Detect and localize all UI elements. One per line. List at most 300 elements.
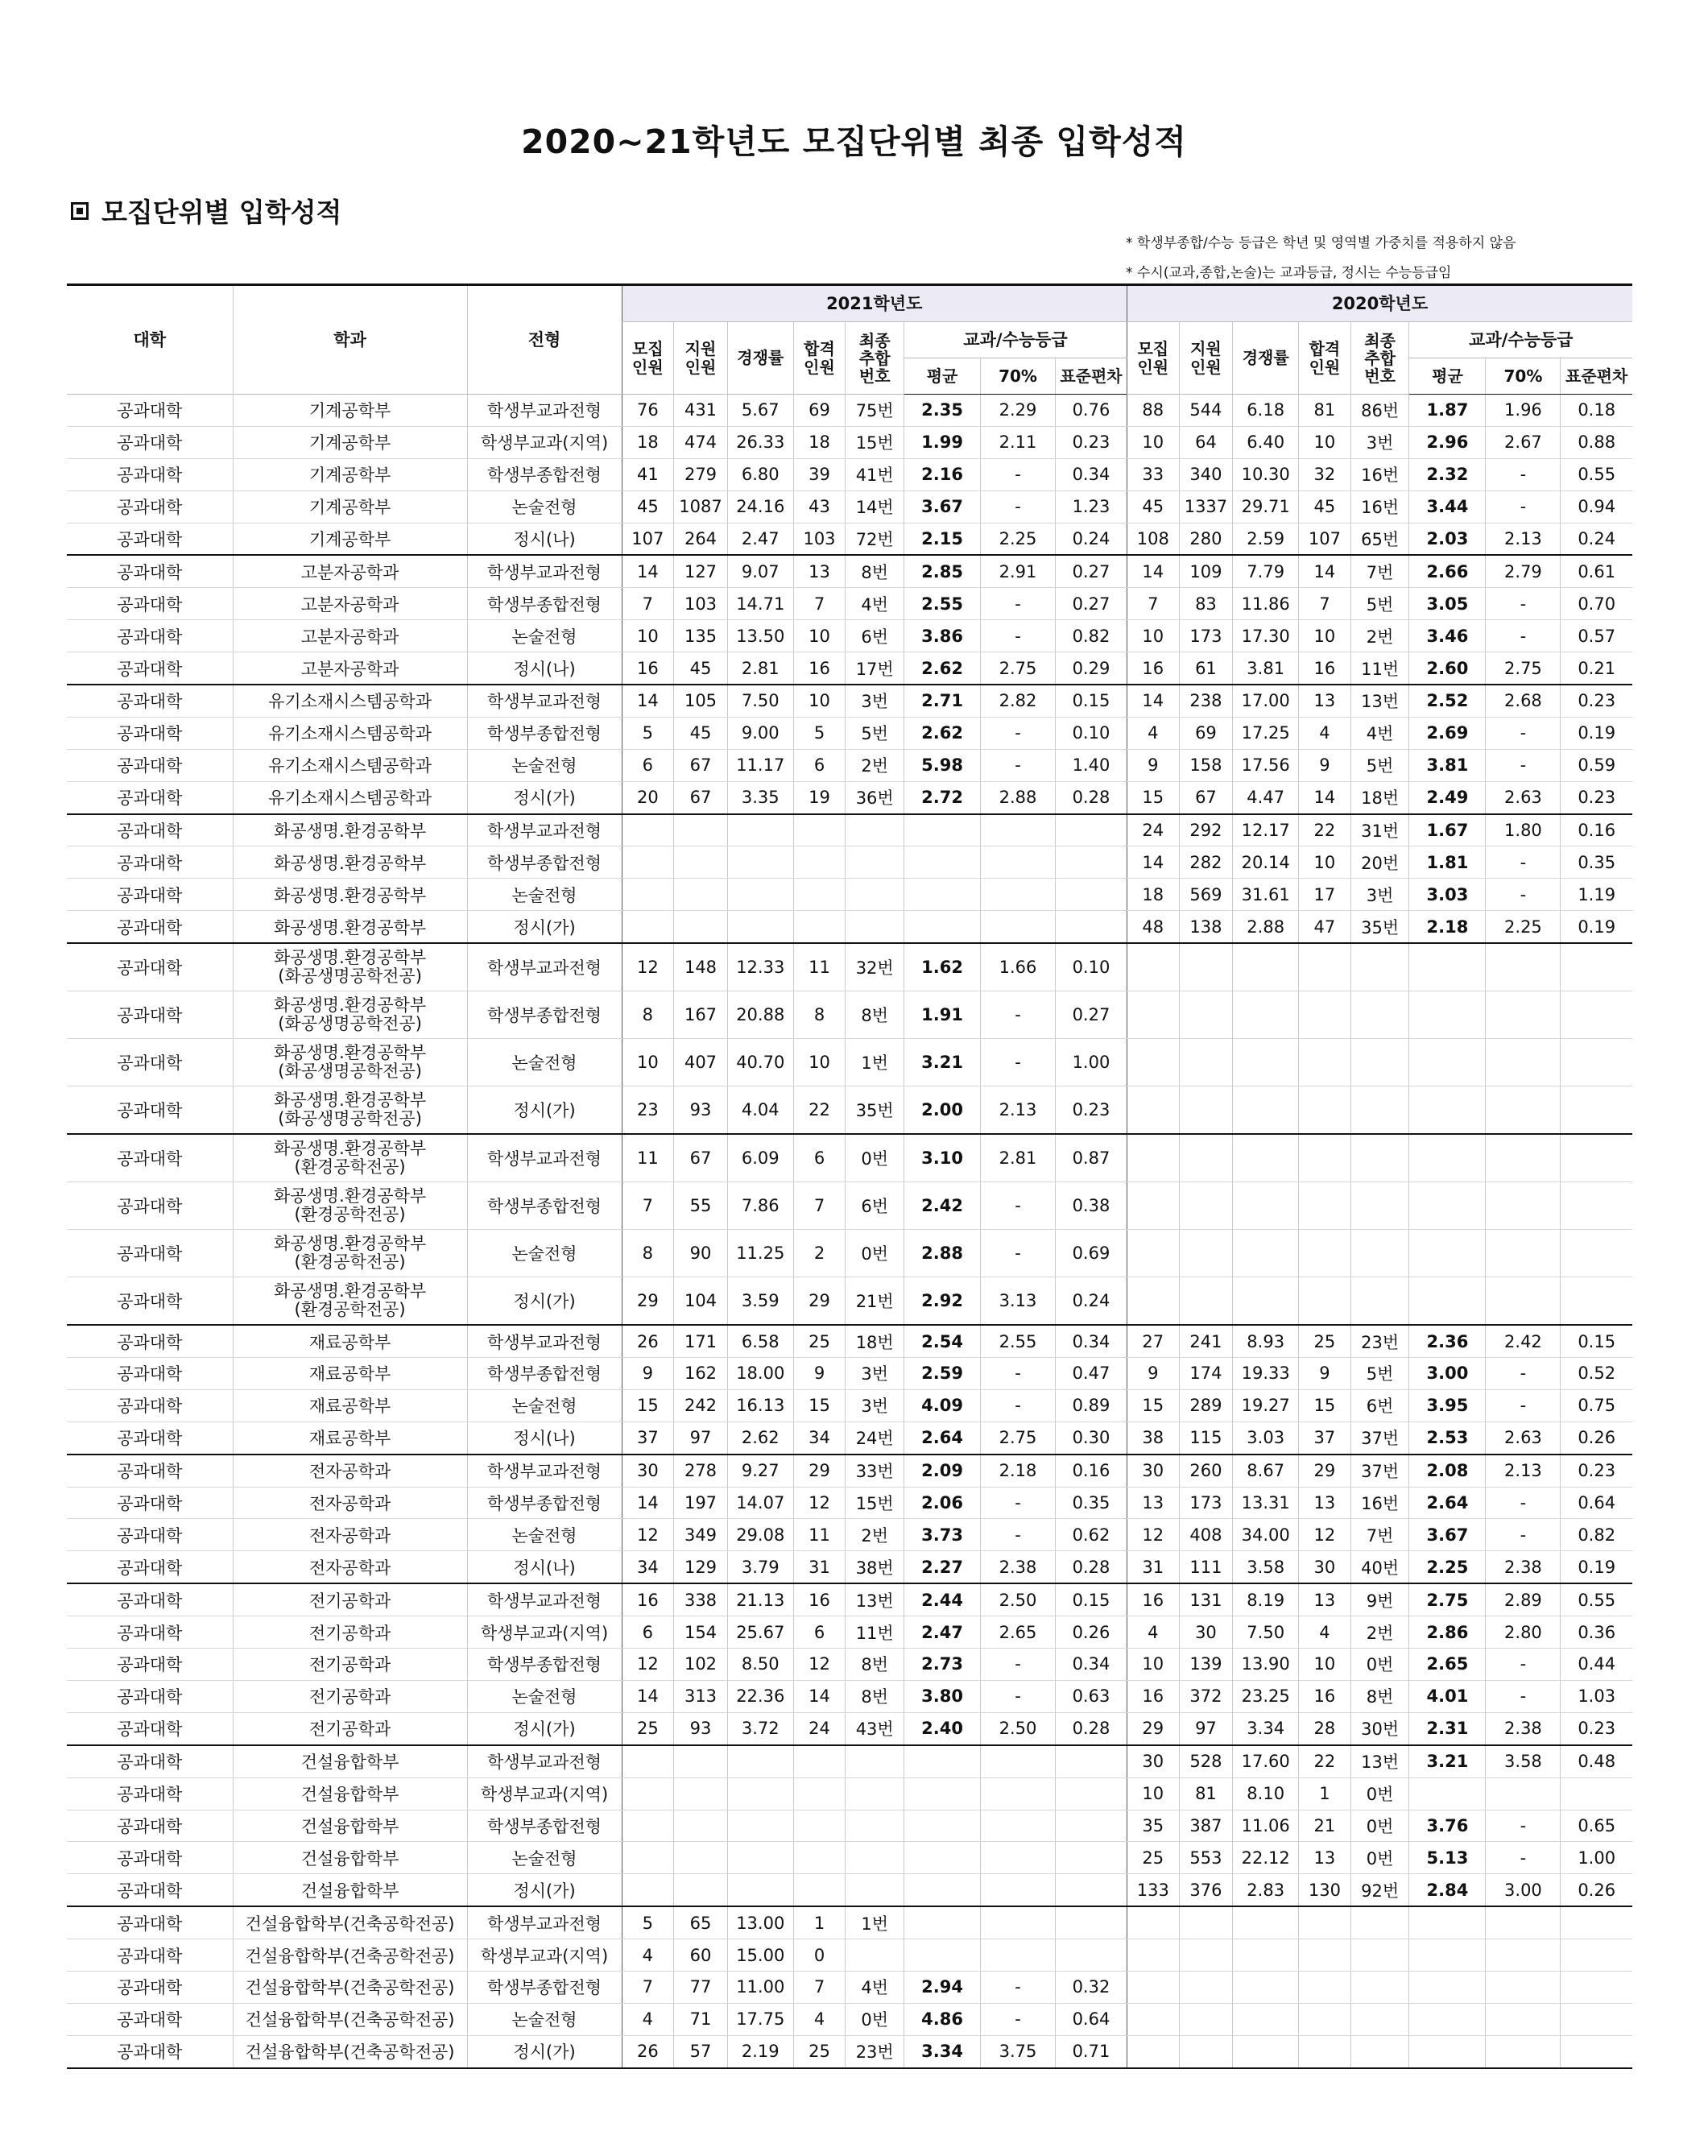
cell-final-rank-2020 (1350, 1971, 1409, 2003)
cell-passed-2020 (1299, 1277, 1351, 1326)
cell-passed-2020 (1299, 1906, 1351, 1939)
cell-quota-2020 (1127, 1039, 1179, 1086)
cell-ratio-2020: 19.27 (1233, 1389, 1299, 1421)
cell-final-rank-2020: 0번 (1350, 1777, 1409, 1810)
cell-p70-2021: - (981, 1039, 1056, 1086)
cell-college: 공과대학 (67, 1455, 233, 1487)
cell-std-2021: 0.28 (1055, 1712, 1127, 1744)
cell-quota-2021: 8 (622, 1230, 674, 1277)
cell-final-rank-2021: 0번 (846, 1230, 904, 1277)
cell-type: 학생부종합전형 (467, 588, 622, 620)
cell-college: 공과대학 (67, 1810, 233, 1842)
cell-dept: 건설융합학부(건축공학전공) (233, 1906, 467, 1939)
cell-applicants-2020 (1179, 991, 1233, 1039)
cell-ratio-2020: 29.71 (1233, 490, 1299, 523)
cell-avg-2020: 2.65 (1409, 1649, 1486, 1681)
cell-applicants-2021: 102 (674, 1649, 728, 1681)
cell-quota-2021: 76 (622, 395, 674, 427)
page-title: 2020~21학년도 모집단위별 최종 입학성적 (521, 122, 1187, 161)
cell-ratio-2020: 4.47 (1233, 781, 1299, 813)
cell-final-rank-2020: 8번 (1350, 1680, 1409, 1712)
cell-std-2021: 0.27 (1055, 555, 1127, 587)
cell-applicants-2020: 569 (1179, 879, 1233, 911)
cell-applicants-2020 (1179, 1182, 1233, 1230)
cell-std-2020 (1561, 943, 1632, 991)
cell-passed-2020: 4 (1299, 717, 1351, 749)
cell-avg-2020: 2.08 (1409, 1455, 1486, 1487)
cell-dept: 전기공학과 (233, 1712, 467, 1744)
cell-quota-2021: 6 (622, 749, 674, 781)
cell-ratio-2021: 22.36 (727, 1680, 793, 1712)
cell-std-2021: 0.34 (1055, 458, 1127, 490)
cell-quota-2021: 15 (622, 1389, 674, 1421)
cell-quota-2021: 4 (622, 1939, 674, 1972)
cell-final-rank-2020: 3번 (1350, 426, 1409, 458)
cell-type: 학생부교과전형 (467, 395, 622, 427)
table-row (67, 911, 1632, 943)
cell-p70-2021 (981, 1939, 1056, 1972)
cell-dept: 재료공학부 (233, 1421, 467, 1454)
cell-ratio-2020: 11.86 (1233, 588, 1299, 620)
cell-ratio-2020 (1233, 1039, 1299, 1086)
cell-college: 공과대학 (67, 1583, 233, 1616)
cell-p70-2021: - (981, 1230, 1056, 1277)
cell-type: 학생부종합전형 (467, 1649, 622, 1681)
cell-std-2020: 0.75 (1561, 1389, 1632, 1421)
cell-final-rank-2021: 8번 (846, 991, 904, 1039)
cell-avg-2021: 2.71 (904, 685, 981, 717)
cell-final-rank-2020: 5번 (1350, 749, 1409, 781)
cell-quota-2021 (622, 1777, 674, 1810)
cell-passed-2021 (793, 1842, 846, 1874)
cell-passed-2021: 11 (793, 943, 846, 991)
cell-ratio-2021: 7.50 (727, 685, 793, 717)
cell-std-2020: 0.15 (1561, 1325, 1632, 1357)
cell-p70-2021: 2.55 (981, 1325, 1056, 1357)
cell-type: 학생부종합전형 (467, 1810, 622, 1842)
cell-final-rank-2020: 6번 (1350, 1389, 1409, 1421)
cell-college: 공과대학 (67, 1712, 233, 1744)
cell-avg-2021: 3.80 (904, 1680, 981, 1712)
cell-ratio-2020: 6.18 (1233, 395, 1299, 427)
cell-std-2020: 0.55 (1561, 1583, 1632, 1616)
cell-p70-2020: 3.00 (1486, 1874, 1561, 1906)
cell-quota-2021: 4 (622, 2003, 674, 2035)
cell-final-rank-2021: 72번 (846, 523, 904, 555)
cell-std-2020 (1561, 1182, 1632, 1230)
cell-quota-2020: 4 (1127, 717, 1179, 749)
cell-final-rank-2020: 16번 (1350, 1487, 1409, 1519)
cell-std-2021: 0.10 (1055, 717, 1127, 749)
table-row (67, 1519, 1632, 1551)
cell-dept: 고분자공학과 (233, 652, 467, 685)
cell-final-rank-2020: 16번 (1350, 490, 1409, 523)
table-row (67, 1421, 1632, 1454)
cell-passed-2020 (1299, 1039, 1351, 1086)
cell-p70-2020: 2.68 (1486, 685, 1561, 717)
cell-ratio-2021: 21.13 (727, 1583, 793, 1616)
cell-p70-2020: 1.80 (1486, 814, 1561, 846)
cell-type: 학생부종합전형 (467, 1358, 622, 1390)
cell-college: 공과대학 (67, 588, 233, 620)
cell-type: 정시(가) (467, 1712, 622, 1744)
cell-quota-2020 (1127, 1230, 1179, 1277)
cell-applicants-2020: 387 (1179, 1810, 1233, 1842)
cell-passed-2020 (1299, 943, 1351, 991)
cell-avg-2021: 2.88 (904, 1230, 981, 1277)
cell-college: 공과대학 (67, 1649, 233, 1681)
cell-college: 공과대학 (67, 1230, 233, 1277)
cell-final-rank-2020: 13번 (1350, 685, 1409, 717)
cell-final-rank-2021: 17번 (846, 652, 904, 685)
cell-quota-2021: 7 (622, 588, 674, 620)
cell-p70-2021: - (981, 490, 1056, 523)
cell-type: 논술전형 (467, 490, 622, 523)
note-grade-type: * 수시(교과,종합,논술)는 교과등급, 정시는 수능등급임 (1126, 265, 1452, 281)
cell-avg-2020: 2.52 (1409, 685, 1486, 717)
cell-final-rank-2020 (1350, 2035, 1409, 2067)
cell-applicants-2020: 174 (1179, 1358, 1233, 1390)
cell-applicants-2020: 109 (1179, 555, 1233, 587)
cell-applicants-2021: 148 (674, 943, 728, 991)
cell-applicants-2020: 289 (1179, 1389, 1233, 1421)
table-header (67, 285, 1632, 395)
cell-std-2020 (1561, 1939, 1632, 1972)
cell-college: 공과대학 (67, 943, 233, 991)
cell-quota-2020 (1127, 1134, 1179, 1182)
cell-avg-2020: 5.13 (1409, 1842, 1486, 1874)
cell-quota-2020 (1127, 2035, 1179, 2067)
cell-std-2021: 0.27 (1055, 588, 1127, 620)
cell-final-rank-2020 (1350, 1039, 1409, 1086)
cell-passed-2020 (1299, 1134, 1351, 1182)
cell-std-2020 (1561, 1086, 1632, 1135)
cell-ratio-2020 (1233, 2035, 1299, 2067)
cell-ratio-2021 (727, 814, 793, 846)
cell-applicants-2020: 340 (1179, 458, 1233, 490)
cell-final-rank-2020 (1350, 1134, 1409, 1182)
cell-avg-2021: 2.06 (904, 1487, 981, 1519)
cell-ratio-2020: 3.58 (1233, 1551, 1299, 1583)
cell-final-rank-2020: 23번 (1350, 1325, 1409, 1357)
cell-p70-2021: - (981, 458, 1056, 490)
cell-std-2021 (1055, 846, 1127, 879)
cell-final-rank-2021: 2번 (846, 749, 904, 781)
cell-ratio-2021 (727, 1745, 793, 1777)
admission-results-table (67, 283, 1632, 2069)
cell-type: 학생부종합전형 (467, 1487, 622, 1519)
table-row (67, 1182, 1632, 1230)
table-row (67, 1277, 1632, 1326)
cell-avg-2020: 2.31 (1409, 1712, 1486, 1744)
cell-final-rank-2020: 92번 (1350, 1874, 1409, 1906)
cell-ratio-2021: 2.47 (727, 523, 793, 555)
cell-passed-2021 (793, 846, 846, 879)
cell-std-2021: 1.00 (1055, 1039, 1127, 1086)
cell-avg-2020: 2.84 (1409, 1874, 1486, 1906)
cell-p70-2021: - (981, 1971, 1056, 2003)
cell-college: 공과대학 (67, 1421, 233, 1454)
cell-ratio-2021: 4.04 (727, 1086, 793, 1135)
cell-applicants-2021: 171 (674, 1325, 728, 1357)
cell-type: 논술전형 (467, 1519, 622, 1551)
header-grade-group: 교과/수능등급 (1409, 322, 1632, 358)
cell-applicants-2020: 282 (1179, 846, 1233, 879)
cell-college: 공과대학 (67, 2035, 233, 2067)
cell-avg-2021 (904, 1745, 981, 1777)
cell-std-2020: 0.88 (1561, 426, 1632, 458)
cell-quota-2020: 16 (1127, 652, 1179, 685)
cell-p70-2020 (1486, 1777, 1561, 1810)
header-dept: 학과 (233, 285, 467, 395)
header-applicants-text: 지원 인원 (1190, 338, 1222, 377)
cell-final-rank-2021: 15번 (846, 426, 904, 458)
cell-avg-2020: 3.95 (1409, 1389, 1486, 1421)
cell-avg-2021 (904, 1777, 981, 1810)
cell-quota-2020: 108 (1127, 523, 1179, 555)
table-row (67, 1712, 1632, 1744)
cell-p70-2020: - (1486, 749, 1561, 781)
cell-applicants-2020: 408 (1179, 1519, 1233, 1551)
cell-dept: 전자공학과 (233, 1551, 467, 1583)
cell-std-2021: 0.28 (1055, 1551, 1127, 1583)
cell-std-2020: 0.23 (1561, 781, 1632, 813)
cell-p70-2021: 2.38 (981, 1551, 1056, 1583)
cell-std-2021: 0.26 (1055, 1616, 1127, 1649)
cell-dept: 전기공학과 (233, 1680, 467, 1712)
table-row (67, 2003, 1632, 2035)
cell-avg-2021: 3.34 (904, 2035, 981, 2067)
cell-final-rank-2020: 31번 (1350, 814, 1409, 846)
cell-applicants-2020: 64 (1179, 426, 1233, 458)
cell-passed-2021 (793, 911, 846, 943)
cell-passed-2021: 24 (793, 1712, 846, 1744)
cell-final-rank-2021: 8번 (846, 1649, 904, 1681)
cell-final-rank-2020 (1350, 1230, 1409, 1277)
cell-quota-2020: 16 (1127, 1680, 1179, 1712)
cell-ratio-2020 (1233, 943, 1299, 991)
section-heading (71, 192, 341, 230)
cell-std-2021 (1055, 1810, 1127, 1842)
cell-ratio-2020 (1233, 1182, 1299, 1230)
cell-p70-2021: - (981, 717, 1056, 749)
cell-passed-2021: 25 (793, 1325, 846, 1357)
cell-quota-2020 (1127, 1971, 1179, 2003)
cell-p70-2020: - (1486, 588, 1561, 620)
cell-passed-2020: 22 (1299, 1745, 1351, 1777)
header-passed (1299, 322, 1351, 395)
cell-passed-2021 (793, 1874, 846, 1906)
cell-passed-2021 (793, 879, 846, 911)
cell-type: 학생부교과전형 (467, 1325, 622, 1357)
cell-quota-2020: 10 (1127, 1777, 1179, 1810)
cell-std-2020: 0.16 (1561, 814, 1632, 846)
cell-std-2021: 0.24 (1055, 523, 1127, 555)
cell-ratio-2020: 8.10 (1233, 1777, 1299, 1810)
table-row (67, 1906, 1632, 1939)
cell-ratio-2020: 13.90 (1233, 1649, 1299, 1681)
cell-passed-2020: 21 (1299, 1810, 1351, 1842)
cell-final-rank-2021: 2번 (846, 1519, 904, 1551)
cell-passed-2020: 13 (1299, 1583, 1351, 1616)
cell-final-rank-2021 (846, 814, 904, 846)
cell-avg-2020 (1409, 991, 1486, 1039)
cell-std-2021: 1.23 (1055, 490, 1127, 523)
cell-std-2021: 0.87 (1055, 1134, 1127, 1182)
cell-college: 공과대학 (67, 1358, 233, 1390)
cell-std-2020: 0.35 (1561, 846, 1632, 879)
cell-avg-2020: 2.86 (1409, 1616, 1486, 1649)
cell-type: 학생부종합전형 (467, 1182, 622, 1230)
cell-std-2020: 0.24 (1561, 523, 1632, 555)
cell-applicants-2020 (1179, 2003, 1233, 2035)
cell-dept: 건설융합학부 (233, 1777, 467, 1810)
cell-ratio-2021: 20.88 (727, 991, 793, 1039)
cell-avg-2020: 3.05 (1409, 588, 1486, 620)
cell-quota-2021 (622, 814, 674, 846)
header-final-rank (846, 322, 904, 395)
cell-std-2020: 0.23 (1561, 1455, 1632, 1487)
cell-dept: 기계공학부 (233, 490, 467, 523)
cell-ratio-2021 (727, 846, 793, 879)
cell-avg-2020: 3.03 (1409, 879, 1486, 911)
cell-applicants-2020: 97 (1179, 1712, 1233, 1744)
cell-college: 공과대학 (67, 1971, 233, 2003)
cell-std-2020 (1561, 991, 1632, 1039)
cell-avg-2020: 3.44 (1409, 490, 1486, 523)
cell-std-2021 (1055, 879, 1127, 911)
cell-passed-2021 (793, 1745, 846, 1777)
cell-quota-2021: 12 (622, 1519, 674, 1551)
cell-p70-2020: 1.96 (1486, 395, 1561, 427)
cell-final-rank-2021: 6번 (846, 1182, 904, 1230)
cell-college: 공과대학 (67, 1551, 233, 1583)
cell-applicants-2021: 338 (674, 1583, 728, 1616)
cell-quota-2020: 14 (1127, 555, 1179, 587)
cell-dept: 기계공학부 (233, 426, 467, 458)
cell-ratio-2021: 5.67 (727, 395, 793, 427)
cell-ratio-2020: 6.40 (1233, 426, 1299, 458)
cell-passed-2021: 7 (793, 588, 846, 620)
cell-type: 학생부교과(지역) (467, 1777, 622, 1810)
cell-std-2021 (1055, 911, 1127, 943)
cell-dept: 건설융합학부 (233, 1874, 467, 1906)
cell-ratio-2021: 11.00 (727, 1971, 793, 2003)
cell-passed-2021: 2 (793, 1230, 846, 1277)
cell-avg-2020: 2.96 (1409, 426, 1486, 458)
cell-applicants-2021: 65 (674, 1906, 728, 1939)
cell-avg-2020: 3.00 (1409, 1358, 1486, 1390)
cell-p70-2021: 2.13 (981, 1086, 1056, 1135)
cell-quota-2020 (1127, 1182, 1179, 1230)
cell-ratio-2021: 16.13 (727, 1389, 793, 1421)
cell-ratio-2020: 23.25 (1233, 1680, 1299, 1712)
cell-ratio-2020: 20.14 (1233, 846, 1299, 879)
cell-avg-2021: 2.47 (904, 1616, 981, 1649)
header-college: 대학 (67, 285, 233, 395)
cell-avg-2021: 2.54 (904, 1325, 981, 1357)
cell-passed-2021: 18 (793, 426, 846, 458)
cell-p70-2021 (981, 879, 1056, 911)
cell-passed-2021: 16 (793, 1583, 846, 1616)
cell-quota-2021: 26 (622, 2035, 674, 2067)
cell-passed-2020: 16 (1299, 1680, 1351, 1712)
table-row (67, 1389, 1632, 1421)
cell-applicants-2020: 83 (1179, 588, 1233, 620)
header-final-rank-text: 최종 추합 번호 (1364, 330, 1396, 386)
cell-final-rank-2020: 0번 (1350, 1810, 1409, 1842)
cell-quota-2021: 14 (622, 1680, 674, 1712)
cell-applicants-2020 (1179, 1230, 1233, 1277)
header-avg: 평균 (904, 358, 981, 395)
cell-final-rank-2021: 14번 (846, 490, 904, 523)
cell-type: 학생부종합전형 (467, 458, 622, 490)
table-row (67, 991, 1632, 1039)
cell-final-rank-2020: 7번 (1350, 555, 1409, 587)
cell-avg-2021: 3.86 (904, 620, 981, 652)
cell-passed-2020: 10 (1299, 846, 1351, 879)
cell-p70-2020: - (1486, 717, 1561, 749)
cell-quota-2021: 45 (622, 490, 674, 523)
cell-std-2020 (1561, 1230, 1632, 1277)
cell-final-rank-2021: 43번 (846, 1712, 904, 1744)
cell-final-rank-2021: 6번 (846, 620, 904, 652)
cell-p70-2021 (981, 814, 1056, 846)
cell-final-rank-2021: 4번 (846, 1971, 904, 2003)
cell-type: 학생부종합전형 (467, 991, 622, 1039)
cell-std-2021: 0.38 (1055, 1182, 1127, 1230)
cell-applicants-2021 (674, 846, 728, 879)
cell-quota-2021: 107 (622, 523, 674, 555)
cell-avg-2021: 2.27 (904, 1551, 981, 1583)
cell-avg-2020: 2.66 (1409, 555, 1486, 587)
cell-passed-2020 (1299, 1971, 1351, 2003)
cell-type: 학생부교과전형 (467, 555, 622, 587)
cell-college: 공과대학 (67, 2003, 233, 2035)
cell-avg-2021: 2.59 (904, 1358, 981, 1390)
cell-std-2021: 0.47 (1055, 1358, 1127, 1390)
cell-applicants-2020: 111 (1179, 1551, 1233, 1583)
table-row (67, 1455, 1632, 1487)
cell-final-rank-2020: 11번 (1350, 652, 1409, 685)
cell-ratio-2020: 17.30 (1233, 620, 1299, 652)
cell-ratio-2020 (1233, 991, 1299, 1039)
cell-passed-2020: 15 (1299, 1389, 1351, 1421)
cell-p70-2020 (1486, 991, 1561, 1039)
cell-dept: 화공생명.환경공학부 (233, 911, 467, 943)
cell-quota-2021: 12 (622, 943, 674, 991)
cell-std-2021 (1055, 1906, 1127, 1939)
cell-quota-2020: 31 (1127, 1551, 1179, 1583)
cell-avg-2020: 1.81 (1409, 846, 1486, 879)
cell-applicants-2020 (1179, 1039, 1233, 1086)
cell-p70-2021 (981, 846, 1056, 879)
cell-final-rank-2021 (846, 911, 904, 943)
cell-avg-2021: 2.15 (904, 523, 981, 555)
cell-type: 정시(나) (467, 1551, 622, 1583)
cell-passed-2021: 14 (793, 1680, 846, 1712)
cell-quota-2020: 9 (1127, 749, 1179, 781)
header-ratio: 경쟁률 (727, 322, 793, 395)
cell-final-rank-2020: 9번 (1350, 1583, 1409, 1616)
cell-quota-2020: 133 (1127, 1874, 1179, 1906)
cell-quota-2021 (622, 1874, 674, 1906)
cell-std-2020: 0.23 (1561, 685, 1632, 717)
cell-passed-2021: 12 (793, 1649, 846, 1681)
cell-quota-2021: 10 (622, 620, 674, 652)
cell-quota-2020 (1127, 1906, 1179, 1939)
cell-std-2021 (1055, 1745, 1127, 1777)
